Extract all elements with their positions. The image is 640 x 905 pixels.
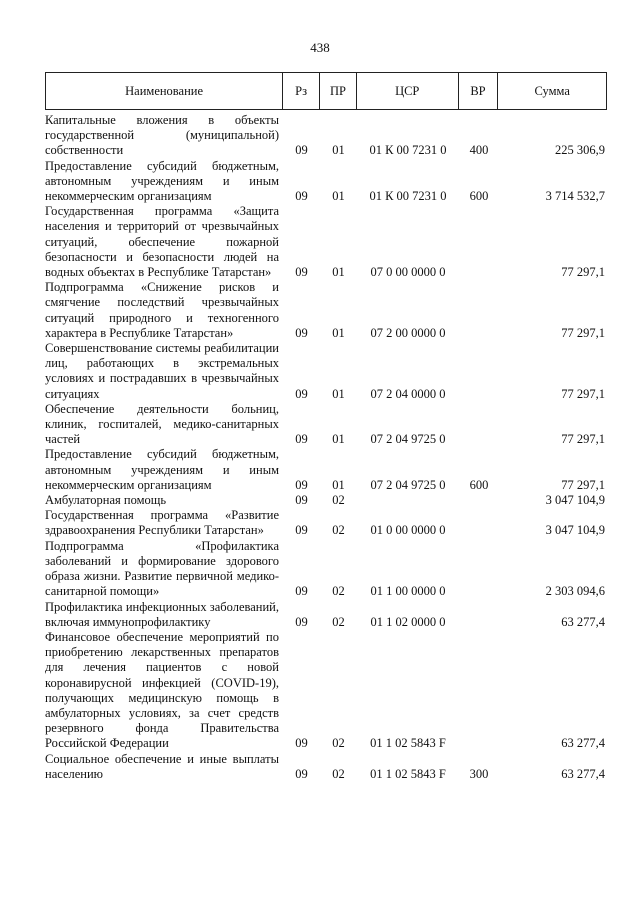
row-name: Подпрограмма «Снижение рисков и смягчение последствий чрезвычайных ситуаций природного и техногенного характера в Республике Татарстан»: [45, 280, 279, 340]
row-name: Амбулаторная помощь: [45, 493, 167, 508]
row-csr: 01 1 00 0000 0: [370, 584, 446, 599]
row-sum: 63 277,4: [561, 766, 605, 781]
row-rz: 09: [295, 265, 308, 280]
table-row: [45, 752, 607, 782]
row-name: Государственная программа «Защита населения и территорий от чрезвычайных ситуаций, обеспечение пожарной безопасности и безопасности людей на водных объектах в Республике Татарстан»: [45, 204, 279, 280]
row-vr: [459, 204, 499, 280]
row-vr: 600: [469, 477, 489, 492]
row-rz: 09: [295, 325, 308, 340]
row-pr: 01: [332, 432, 345, 447]
row-pr: 01: [332, 477, 345, 492]
row-rz: 09: [295, 614, 308, 629]
row-csr: 07 2 04 0000 0: [370, 386, 446, 401]
header-sum: Сумма: [534, 83, 570, 98]
row-pr: 02: [332, 493, 345, 508]
row-sum: 2 303 094,6: [545, 584, 605, 599]
row-sum: 77 297,1: [561, 265, 605, 280]
row-name: Капитальные вложения в объекты государственной (муниципальной) собственности: [45, 113, 279, 158]
row-sum: 77 297,1: [561, 325, 605, 340]
page-number: 438: [310, 40, 330, 55]
row-rz: 09: [295, 584, 308, 599]
row-csr: 01 1 02 5843 F: [370, 736, 446, 751]
table-body: [45, 113, 607, 782]
row-pr: 01: [332, 325, 345, 340]
row-sum: 77 297,1: [561, 477, 605, 492]
row-pr: 02: [332, 584, 345, 599]
row-vr: [459, 402, 499, 448]
row-pr: 01: [332, 143, 345, 158]
row-csr: 07 2 04 9725 0: [370, 477, 446, 492]
table-row: [45, 159, 607, 205]
row-name: Предоставление субсидий бюджетным, автономным учреждениям и иным некоммерческим организациям: [45, 447, 279, 492]
row-vr: [459, 508, 499, 538]
row-name: Государственная программа «Развитие здравоохранения Республики Татарстан»: [45, 508, 279, 538]
row-rz: 09: [295, 477, 308, 492]
row-rz: 09: [295, 143, 308, 158]
row-rz: 09: [295, 766, 308, 781]
header-rz: Рз: [283, 73, 320, 109]
row-name: Подпрограмма «Профилактика заболеваний и формирование здорового образа жизни. Развитие первичной медико-санитарной помощи»: [45, 538, 279, 599]
row-vr: 400: [469, 143, 489, 158]
row-sum: 77 297,1: [561, 432, 605, 447]
row-csr: 07 0 00 0000 0: [370, 265, 446, 280]
row-sum: 3 714 532,7: [545, 189, 605, 204]
header-csr: ЦСР: [357, 73, 459, 109]
row-rz: 09: [295, 493, 308, 508]
row-sum: 225 306,9: [555, 143, 605, 158]
row-vr: [459, 630, 499, 752]
row-sum: 63 277,4: [561, 736, 605, 751]
row-rz: 09: [295, 189, 308, 204]
row-pr: 02: [332, 523, 345, 538]
row-csr: 07 2 04 9725 0: [370, 432, 446, 447]
row-name: Социальное обеспечение и иные выплаты населению: [45, 751, 279, 781]
row-sum: 77 297,1: [561, 386, 605, 401]
table-row: [45, 113, 607, 159]
row-pr: 01: [332, 265, 345, 280]
row-csr: 01 0 00 0000 0: [370, 523, 446, 538]
row-csr: [357, 493, 459, 508]
row-rz: 09: [295, 523, 308, 538]
row-vr: 300: [469, 766, 489, 781]
table-row: [45, 447, 607, 493]
row-csr: 01 К 00 7231 0: [369, 143, 447, 158]
row-vr: [459, 539, 499, 600]
header-name: Наименование: [46, 73, 283, 109]
row-vr: [459, 493, 499, 508]
row-name: Предоставление субсидий бюджетным, автономным учреждениям и иным некоммерческим организациям: [45, 158, 279, 204]
row-pr: 02: [332, 614, 345, 629]
table-header: [45, 72, 607, 110]
row-name: Профилактика инфекционных заболеваний, включая иммунопрофилактику: [45, 599, 279, 629]
row-pr: 01: [332, 189, 345, 204]
row-name: Финансовое обеспечение мероприятий по приобретению лекарственных препаратов для лечения пациентов с новой коронавирусной инфекцией (COVID-19), получающих медицинскую помощь в амбулаторных условиях, за счет средств резервного фонда Правительства Российской Федерации: [45, 629, 279, 751]
row-sum: 63 277,4: [561, 614, 605, 629]
row-csr: 01 1 02 5843 F: [370, 766, 446, 781]
table-row: [45, 280, 607, 341]
row-sum: 3 047 104,9: [545, 523, 605, 538]
row-name: Обеспечение деятельности больниц, клиник, госпиталей, медико-санитарных частей: [45, 401, 279, 447]
row-vr: [459, 280, 499, 341]
row-vr: 600: [469, 189, 489, 204]
row-csr: 01 К 00 7231 0: [369, 189, 447, 204]
row-pr: 02: [332, 766, 345, 781]
row-name: Совершенствование системы реабилитации лиц, работающих в экстремальных условиях и пострадавших в чрезвычайных ситуациях: [45, 341, 279, 401]
row-sum: 3 047 104,9: [545, 493, 605, 508]
table-row: [45, 539, 607, 600]
row-csr: 01 1 02 0000 0: [370, 614, 446, 629]
row-rz: 09: [295, 386, 308, 401]
row-vr: [459, 600, 499, 630]
row-csr: 07 2 00 0000 0: [370, 325, 446, 340]
header-vr: ВР: [459, 73, 499, 109]
row-vr: [459, 341, 499, 402]
row-rz: 09: [295, 736, 308, 751]
header-pr: ПР: [320, 73, 357, 109]
table-row: [45, 204, 607, 280]
row-pr: 01: [332, 386, 345, 401]
table-row: [45, 508, 607, 538]
table-row: [45, 341, 607, 402]
table-row: [45, 493, 607, 508]
table-row: [45, 600, 607, 630]
table-row: [45, 630, 607, 752]
row-rz: 09: [295, 432, 308, 447]
row-pr: 02: [332, 736, 345, 751]
table-row: [45, 402, 607, 448]
